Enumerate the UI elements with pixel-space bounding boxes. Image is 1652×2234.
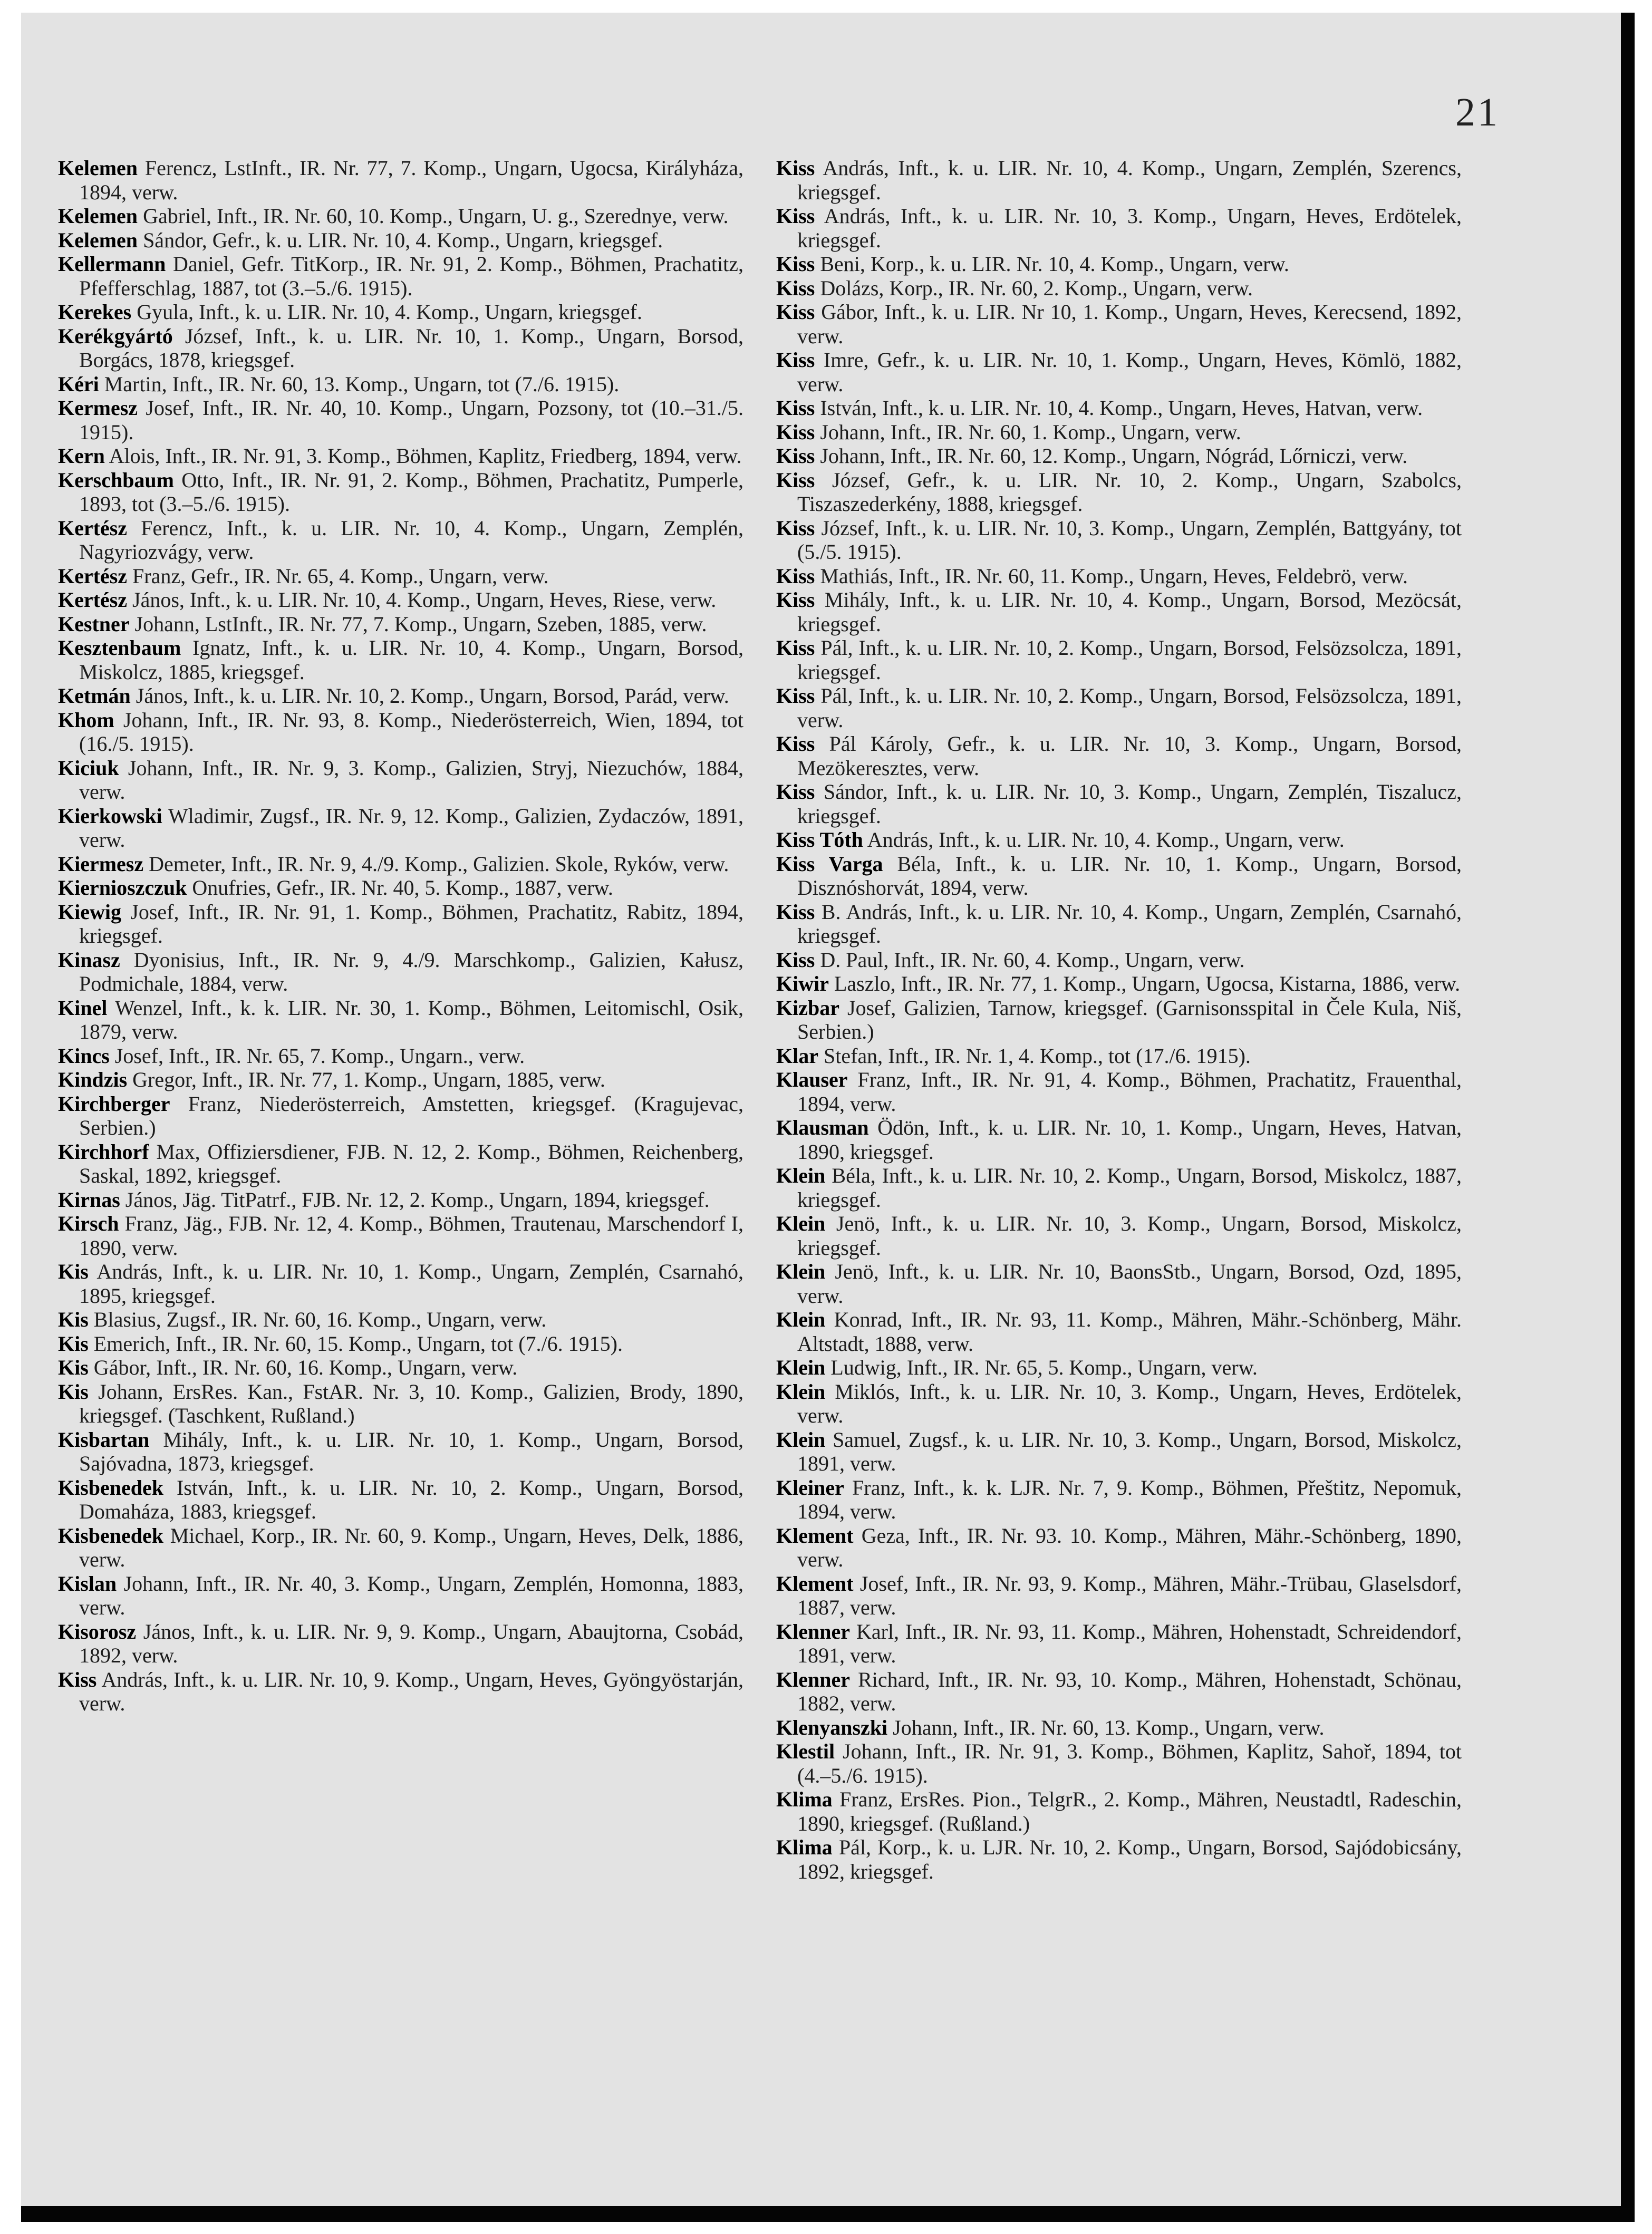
entry-surname: Kertész bbox=[58, 588, 128, 612]
entry-details: Alois, Inft., IR. Nr. 91, 3. Komp., Böhmen, Kaplitz, Friedberg, 1894, verw. bbox=[109, 444, 742, 468]
casualty-entry bbox=[776, 996, 1462, 1044]
entry-details: Otto, Inft., IR. Nr. 91, 2. Komp., Böhmen, Prachatitz, Pumperle, 1893, tot (3.–5./6. 1915). bbox=[79, 468, 744, 516]
scanned-page bbox=[21, 13, 1635, 2222]
entry-surname: Klenyanszki bbox=[776, 1715, 888, 1739]
entry-details: Onufries, Gefr., IR. Nr. 40, 5. Komp., 1887, verw. bbox=[192, 876, 613, 900]
entry-details: Max, Offiziersdiener, FJB. N. 12, 2. Komp., Böhmen, Reichenberg, Saskal, 1892, kriegsgef. bbox=[79, 1139, 743, 1187]
entry-surname: Klima bbox=[776, 1787, 833, 1811]
entry-surname: Kis bbox=[58, 1260, 89, 1283]
casualty-entry bbox=[58, 444, 743, 468]
left-column bbox=[58, 156, 743, 1716]
entry-details: Ignatz, Inft., k. u. LIR. Nr. 10, 4. Komp., Ungarn, Borsod, Miskolcz, 1885, kriegsgef. bbox=[79, 636, 744, 684]
entry-surname: Kierkowski bbox=[58, 804, 162, 828]
casualty-entry bbox=[58, 1620, 743, 1668]
casualty-entry bbox=[776, 588, 1462, 636]
entry-surname: Klenner bbox=[776, 1667, 850, 1691]
casualty-entry bbox=[776, 348, 1462, 396]
casualty-entry bbox=[58, 372, 743, 396]
entry-surname: Kelemen bbox=[58, 228, 138, 252]
entry-surname: Klein bbox=[776, 1379, 826, 1404]
casualty-entry bbox=[58, 1380, 743, 1428]
casualty-entry bbox=[776, 276, 1462, 301]
entry-details: Johann, Inft., IR. Nr. 60, 12. Komp., Ungarn, Nógrád, Lőrniczi, verw. bbox=[820, 444, 1408, 468]
casualty-entry bbox=[58, 468, 743, 516]
entry-surname: Klein bbox=[776, 1212, 826, 1235]
casualty-entry bbox=[58, 900, 743, 948]
entry-surname: Kiss bbox=[776, 516, 815, 540]
entry-surname: Kiss bbox=[776, 947, 815, 972]
entry-details: Dolázs, Korp., IR. Nr. 60, 2. Komp., Ungarn, verw. bbox=[820, 276, 1253, 300]
casualty-entry bbox=[776, 1308, 1462, 1356]
entry-surname: Klein bbox=[776, 1427, 826, 1452]
entry-details: Martin, Inft., IR. Nr. 60, 13. Komp., Ungarn, tot (7./6. 1915). bbox=[104, 372, 620, 396]
casualty-entry bbox=[776, 1260, 1462, 1308]
entry-details: Jenö, Inft., k. u. LIR. Nr. 10, 3. Komp., Ungarn, Borsod, Miskolcz, kriegsgef. bbox=[797, 1212, 1462, 1260]
entry-surname: Klima bbox=[776, 1835, 833, 1859]
entry-details: Josef, Inft., IR. Nr. 91, 1. Komp., Böhmen, Prachatitz, Rabitz, 1894, kriegsgef. bbox=[79, 900, 744, 947]
casualty-entry bbox=[58, 852, 743, 876]
entry-details: Sándor, Gefr., k. u. LIR. Nr. 10, 4. Komp., Ungarn, kriegsgef. bbox=[143, 228, 663, 252]
entry-surname: Klenner bbox=[776, 1619, 850, 1643]
entry-details: Emerich, Inft., IR. Nr. 60, 15. Komp., Ungarn, tot (7./6. 1915). bbox=[93, 1331, 623, 1356]
casualty-entry bbox=[776, 1739, 1462, 1787]
entry-surname: Kiss bbox=[776, 276, 815, 300]
casualty-entry bbox=[58, 1068, 743, 1092]
entry-surname: Kerékgyártó bbox=[58, 324, 173, 348]
casualty-entry bbox=[776, 444, 1462, 468]
casualty-entry bbox=[58, 612, 743, 636]
entry-surname: Klauser bbox=[776, 1068, 848, 1091]
entry-surname: Klein bbox=[776, 1356, 826, 1379]
casualty-entry bbox=[776, 1380, 1462, 1428]
entry-surname: Kiss bbox=[776, 900, 815, 924]
entry-surname: Kiss bbox=[776, 468, 815, 492]
entry-surname: Kelemen bbox=[58, 156, 138, 180]
entry-surname: Kiernioszczuk bbox=[58, 876, 187, 900]
entry-surname: Kiss bbox=[776, 204, 815, 228]
entry-details: Mihály, Inft., k. u. LIR. Nr. 10, 4. Komp., Ungarn, Borsod, Mezöcsát, kriegsgef. bbox=[797, 588, 1462, 636]
entry-surname: Kisbartan bbox=[58, 1427, 150, 1452]
entry-surname: Kertész bbox=[58, 564, 128, 588]
entry-surname: Kiss bbox=[776, 564, 815, 588]
right-column bbox=[776, 156, 1462, 1883]
casualty-entry bbox=[58, 588, 743, 612]
entry-surname: Klein bbox=[776, 1308, 826, 1331]
casualty-entry bbox=[776, 636, 1462, 684]
entry-details: Gyula, Inft., k. u. LIR. Nr. 10, 4. Komp., Ungarn, kriegsgef. bbox=[137, 300, 642, 324]
entry-surname: Kiss bbox=[776, 444, 815, 468]
entry-surname: Kiss bbox=[776, 300, 815, 324]
entry-details: Sándor, Inft., k. u. LIR. Nr. 10, 3. Komp., Ungarn, Zemplén, Tiszalucz, kriegsgef. bbox=[797, 780, 1462, 828]
entry-details: János, Jäg. TitPatrf., FJB. Nr. 12, 2. Komp., Ungarn, 1894, kriegsgef. bbox=[125, 1187, 710, 1212]
entry-details: Daniel, Gefr. TitKorp., IR. Nr. 91, 2. Komp., Böhmen, Prachatitz, Pfefferschlag, 1887, tot (3.–5./6. 1915). bbox=[79, 252, 744, 300]
entry-details: Johann, Inft., IR. Nr. 40, 3. Komp., Ungarn, Zemplén, Homonna, 1883, verw. bbox=[79, 1571, 743, 1619]
entry-details: Béla, Inft., k. u. LIR. Nr. 10, 2. Komp., Ungarn, Borsod, Miskolcz, 1887, kriegsgef. bbox=[797, 1164, 1462, 1212]
casualty-entry bbox=[776, 780, 1462, 828]
entry-details: Dyonisius, Inft., IR. Nr. 9, 4./9. Marschkomp., Galizien, Kałusz, Podmichale, 1884, verw. bbox=[79, 947, 744, 995]
casualty-entry bbox=[58, 324, 743, 372]
entry-details: Franz, ErsRes. Pion., TelgrR., 2. Komp., Mähren, Neustadtl, Radeschin, 1890, kriegsgef. (Rußland.) bbox=[797, 1787, 1462, 1835]
casualty-entry bbox=[58, 1668, 743, 1716]
entry-surname: Klar bbox=[776, 1043, 818, 1068]
casualty-entry bbox=[58, 564, 743, 588]
entry-details: Johann, Inft., IR. Nr. 93, 8. Komp., Niederösterreich, Wien, 1894, tot (16./5. 1915). bbox=[79, 708, 744, 756]
entry-surname: Kestner bbox=[58, 612, 130, 636]
entry-details: András, Inft., k. u. LIR. Nr. 10, 9. Komp., Ungarn, Heves, Gyöngyöstarján, verw. bbox=[79, 1667, 743, 1715]
entry-surname: Kertész bbox=[58, 516, 128, 540]
entry-surname: Kiermesz bbox=[58, 852, 144, 876]
casualty-entry bbox=[58, 204, 743, 228]
entry-details: Geza, Inft., IR. Nr. 93. 10. Komp., Mähren, Mähr.-Schönberg, 1890, verw. bbox=[797, 1523, 1462, 1571]
entry-details: József, Inft., k. u. LIR. Nr. 10, 1. Komp., Ungarn, Borsod, Borgács, 1878, kriegsgef. bbox=[79, 324, 743, 372]
entry-details: Stefan, Inft., IR. Nr. 1, 4. Komp., tot (17./6. 1915). bbox=[823, 1043, 1251, 1068]
entry-surname: Kleiner bbox=[776, 1475, 844, 1500]
entry-surname: Kisorosz bbox=[58, 1619, 137, 1643]
entry-details: Jenö, Inft., k. u. LIR. Nr. 10, BaonsStb., Ungarn, Borsod, Ozd, 1895, verw. bbox=[797, 1260, 1462, 1308]
casualty-entry bbox=[58, 948, 743, 996]
entry-surname: Klein bbox=[776, 1260, 826, 1283]
entry-details: Samuel, Zugsf., k. u. LIR. Nr. 10, 3. Komp., Ungarn, Borsod, Miskolcz, 1891, verw. bbox=[797, 1427, 1462, 1475]
entry-details: Gabriel, Inft., IR. Nr. 60, 10. Komp., Ungarn, U. g., Szerednye, verw. bbox=[143, 204, 729, 228]
entry-details: János, Inft., k. u. LIR. Nr. 10, 4. Komp., Ungarn, Heves, Riese, verw. bbox=[132, 588, 717, 612]
casualty-entry bbox=[776, 684, 1462, 732]
casualty-entry bbox=[58, 1260, 743, 1308]
casualty-entry bbox=[58, 1428, 743, 1476]
entry-surname: Klement bbox=[776, 1571, 854, 1595]
casualty-entry bbox=[776, 1668, 1462, 1716]
entry-surname: Klein bbox=[776, 1164, 826, 1187]
casualty-entry bbox=[58, 1092, 743, 1140]
entry-details: Franz, Inft., k. k. LJR. Nr. 7, 9. Komp., Böhmen, Přeštitz, Nepomuk, 1894, verw. bbox=[797, 1475, 1462, 1523]
casualty-entry bbox=[776, 1476, 1462, 1524]
entry-details: Franz, Niederösterreich, Amstetten, kriegsgef. (Kragujevac, Serbien.) bbox=[79, 1091, 743, 1139]
entry-surname: Kiss bbox=[776, 252, 815, 276]
entry-surname: Kirchhorf bbox=[58, 1139, 149, 1164]
casualty-entry bbox=[776, 516, 1462, 564]
entry-surname: Kinasz bbox=[58, 947, 120, 972]
entry-details: Laszlo, Inft., IR. Nr. 77, 1. Komp., Ungarn, Ugocsa, Kistarna, 1886, verw. bbox=[834, 972, 1461, 995]
entry-surname: Kellermann bbox=[58, 252, 166, 276]
entry-surname: Kislan bbox=[58, 1571, 117, 1595]
casualty-entry bbox=[58, 252, 743, 300]
entry-surname: Klausman bbox=[776, 1116, 869, 1139]
casualty-entry bbox=[58, 1332, 743, 1356]
entry-surname: Kiss bbox=[776, 156, 815, 180]
casualty-entry bbox=[58, 636, 743, 684]
entry-surname: Kiewig bbox=[58, 900, 121, 924]
entry-details: Gábor, Inft., IR. Nr. 60, 16. Komp., Ungarn, verw. bbox=[93, 1356, 518, 1379]
casualty-entry bbox=[776, 852, 1462, 900]
entry-details: Josef, Inft., IR. Nr. 65, 7. Komp., Ungarn., verw. bbox=[114, 1043, 525, 1068]
entry-surname: Kiss bbox=[776, 420, 815, 444]
entry-surname: Klestil bbox=[776, 1739, 835, 1763]
entry-details: István, Inft., k. u. LIR. Nr. 10, 4. Komp., Ungarn, Heves, Hatvan, verw. bbox=[820, 396, 1423, 420]
casualty-entry bbox=[58, 876, 743, 900]
entry-surname: Kisbenedek bbox=[58, 1475, 164, 1500]
entry-surname: Kerekes bbox=[58, 300, 132, 324]
entry-surname: Kelemen bbox=[58, 204, 138, 228]
entry-surname: Kiss Tóth bbox=[776, 828, 863, 852]
entry-details: Johann, Inft., IR. Nr. 9, 3. Komp., Galizien, Stryj, Niezuchów, 1884, verw. bbox=[79, 756, 744, 804]
entry-surname: Ketmán bbox=[58, 684, 131, 708]
entry-surname: Kirsch bbox=[58, 1212, 119, 1235]
entry-details: Mathiás, Inft., IR. Nr. 60, 11. Komp., Ungarn, Heves, Feldebrö, verw. bbox=[820, 564, 1408, 588]
casualty-entry bbox=[58, 1188, 743, 1212]
entry-surname: Kiwir bbox=[776, 972, 829, 995]
entry-details: Karl, Inft., IR. Nr. 93, 11. Komp., Mähren, Hohenstadt, Schreidendorf, 1891, verw. bbox=[797, 1619, 1462, 1667]
entry-surname: Kis bbox=[58, 1356, 89, 1379]
entry-details: Beni, Korp., k. u. LIR. Nr. 10, 4. Komp., Ungarn, verw. bbox=[820, 252, 1289, 276]
entry-details: Johann, ErsRes. Kan., FstAR. Nr. 3, 10. Komp., Galizien, Brody, 1890, kriegsgef. (Taschkent, Rußland.) bbox=[79, 1379, 743, 1427]
casualty-entry bbox=[776, 1068, 1462, 1116]
entry-details: Johann, Inft., IR. Nr. 91, 3. Komp., Böhmen, Kaplitz, Sahoř, 1894, tot (4.–5./6. 1915). bbox=[797, 1739, 1462, 1787]
entry-details: Demeter, Inft., IR. Nr. 9, 4./9. Komp., Galizien. Skole, Ryków, verw. bbox=[149, 852, 729, 876]
entry-details: Pál, Inft., k. u. LIR. Nr. 10, 2. Komp., Ungarn, Borsod, Felsözsolcza, 1891, kriegsgef. bbox=[797, 636, 1462, 684]
entry-details: András, Inft., k. u. LIR. Nr. 10, 4. Komp., Ungarn, verw. bbox=[867, 828, 1345, 852]
entry-details: Josef, Inft., IR. Nr. 93, 9. Komp., Mähren, Mähr.-Trübau, Glaselsdorf, 1887, verw. bbox=[797, 1571, 1462, 1619]
entry-surname: Kizbar bbox=[776, 995, 839, 1020]
entry-surname: Kiss bbox=[776, 588, 815, 612]
casualty-entry bbox=[58, 156, 743, 204]
casualty-entry bbox=[58, 1476, 743, 1524]
casualty-entry bbox=[58, 1572, 743, 1620]
casualty-entry bbox=[776, 1428, 1462, 1476]
casualty-entry bbox=[776, 732, 1462, 780]
entry-details: Josef, Galizien, Tarnow, kriegsgef. (Garnisonsspital in Čele Kula, Niš, Serbien.) bbox=[797, 995, 1462, 1043]
entry-surname: Kiss bbox=[776, 684, 815, 708]
entry-details: Wenzel, Inft., k. k. LIR. Nr. 30, 1. Komp., Böhmen, Leitomischl, Osik, 1879, verw. bbox=[79, 995, 743, 1043]
entry-surname: Kiss Varga bbox=[776, 852, 883, 876]
casualty-entry bbox=[58, 804, 743, 852]
entry-surname: Kiss bbox=[58, 1667, 97, 1691]
casualty-entry bbox=[776, 396, 1462, 420]
entry-surname: Kesztenbaum bbox=[58, 636, 181, 660]
page-number: 21 bbox=[1455, 90, 1500, 134]
casualty-entry bbox=[776, 1716, 1462, 1740]
entry-details: Franz, Jäg., FJB. Nr. 12, 4. Komp., Böhmen, Trautenau, Marschendorf I, 1890, verw. bbox=[79, 1212, 744, 1260]
entry-details: József, Gefr., k. u. LIR. Nr. 10, 2. Komp., Ungarn, Szabolcs, Tiszaszederkény, 1888, kriegsgef. bbox=[797, 468, 1462, 516]
entry-details: Franz, Gefr., IR. Nr. 65, 4. Komp., Ungarn, verw. bbox=[132, 564, 549, 588]
entry-surname: Kerschbaum bbox=[58, 468, 174, 492]
entry-details: Johann, LstInft., IR. Nr. 77, 7. Komp., Ungarn, Szeben, 1885, verw. bbox=[134, 612, 707, 636]
entry-surname: Kis bbox=[58, 1331, 89, 1356]
casualty-entry bbox=[776, 156, 1462, 204]
casualty-entry bbox=[776, 204, 1462, 252]
entry-details: Michael, Korp., IR. Nr. 60, 9. Komp., Ungarn, Heves, Delk, 1886, verw. bbox=[79, 1523, 744, 1571]
casualty-entry bbox=[58, 1044, 743, 1068]
casualty-entry bbox=[776, 468, 1462, 516]
entry-details: Johann, Inft., IR. Nr. 60, 13. Komp., Ungarn, verw. bbox=[893, 1715, 1325, 1739]
casualty-entry bbox=[776, 1116, 1462, 1164]
entry-surname: Kiss bbox=[776, 732, 815, 756]
entry-details: János, Inft., k. u. LIR. Nr. 10, 2. Komp., Ungarn, Borsod, Parád, verw. bbox=[136, 684, 729, 708]
entry-details: Ludwig, Inft., IR. Nr. 65, 5. Komp., Ungarn, verw. bbox=[830, 1356, 1258, 1379]
entry-surname: Kiss bbox=[776, 636, 815, 660]
casualty-entry bbox=[776, 1044, 1462, 1068]
entry-details: Gregor, Inft., IR. Nr. 77, 1. Komp., Ungarn, 1885, verw. bbox=[132, 1068, 605, 1091]
entry-details: Johann, Inft., IR. Nr. 60, 1. Komp., Ungarn, verw. bbox=[820, 420, 1241, 444]
entry-surname: Kis bbox=[58, 1308, 89, 1331]
entry-details: István, Inft., k. u. LIR. Nr. 10, 2. Komp., Ungarn, Borsod, Domaháza, 1883, kriegsgef. bbox=[79, 1475, 743, 1523]
entry-details: András, Inft., k. u. LIR. Nr. 10, 4. Komp., Ungarn, Zemplén, Szerencs, kriegsgef. bbox=[797, 156, 1462, 204]
casualty-entry bbox=[58, 1140, 743, 1188]
casualty-entry bbox=[58, 396, 743, 444]
entry-details: Pál, Korp., k. u. LJR. Nr. 10, 2. Komp., Ungarn, Borsod, Sajódobicsány, 1892, kriegsgef. bbox=[797, 1835, 1462, 1883]
entry-details: Pál Károly, Gefr., k. u. LIR. Nr. 10, 3. Komp., Ungarn, Borsod, Mezökeresztes, verw. bbox=[797, 732, 1462, 780]
entry-surname: Khom bbox=[58, 708, 114, 732]
casualty-entry bbox=[58, 684, 743, 708]
entry-surname: Kincs bbox=[58, 1043, 110, 1068]
entry-surname: Kindzis bbox=[58, 1068, 128, 1091]
casualty-entry bbox=[58, 1356, 743, 1380]
entry-details: Franz, Inft., IR. Nr. 91, 4. Komp., Böhmen, Prachatitz, Frauenthal, 1894, verw. bbox=[797, 1068, 1462, 1116]
casualty-entry bbox=[776, 1356, 1462, 1380]
casualty-entry bbox=[58, 228, 743, 253]
casualty-entry bbox=[776, 252, 1462, 276]
casualty-entry bbox=[58, 516, 743, 564]
entry-details: József, Inft., k. u. LIR. Nr. 10, 3. Komp., Ungarn, Zemplén, Battgyány, tot (5./5. 1915). bbox=[797, 516, 1462, 564]
casualty-entry bbox=[58, 1212, 743, 1260]
casualty-entry bbox=[58, 708, 743, 756]
entry-details: Pál, Inft., k. u. LIR. Nr. 10, 2. Komp., Ungarn, Borsod, Felsözsolcza, 1891, verw. bbox=[797, 684, 1462, 732]
entry-surname: Kiciuk bbox=[58, 756, 119, 780]
entry-details: D. Paul, Inft., IR. Nr. 60, 4. Komp., Ungarn, verw. bbox=[820, 947, 1245, 972]
entry-details: Miklós, Inft., k. u. LIR. Nr. 10, 3. Komp., Ungarn, Heves, Erdötelek, verw. bbox=[797, 1379, 1462, 1427]
entry-surname: Klement bbox=[776, 1523, 854, 1548]
casualty-entry bbox=[776, 1620, 1462, 1668]
entry-surname: Kiss bbox=[776, 396, 815, 420]
entry-details: Blasius, Zugsf., IR. Nr. 60, 16. Komp., Ungarn, verw. bbox=[93, 1308, 547, 1331]
entry-surname: Kinel bbox=[58, 995, 108, 1020]
entry-surname: Kiss bbox=[776, 780, 815, 804]
entry-details: Konrad, Inft., IR. Nr. 93, 11. Komp., Mähren, Mähr.-Schönberg, Mähr. Altstadt, 1888, verw. bbox=[797, 1308, 1462, 1356]
entry-details: Wladimir, Zugsf., IR. Nr. 9, 12. Komp., Galizien, Zydaczów, 1891, verw. bbox=[79, 804, 743, 852]
entry-details: Josef, Inft., IR. Nr. 40, 10. Komp., Ungarn, Pozsony, tot (10.–31./5. 1915). bbox=[79, 396, 743, 444]
casualty-entry bbox=[776, 564, 1462, 588]
casualty-entry bbox=[776, 1212, 1462, 1260]
casualty-entry bbox=[58, 996, 743, 1044]
entry-surname: Kéri bbox=[58, 372, 99, 396]
casualty-entry bbox=[776, 900, 1462, 948]
entry-details: Imre, Gefr., k. u. LIR. Nr. 10, 1. Komp., Ungarn, Heves, Kömlö, 1882, verw. bbox=[797, 348, 1462, 396]
entry-details: Gábor, Inft., k. u. LIR. Nr 10, 1. Komp., Ungarn, Heves, Kerecsend, 1892, verw. bbox=[797, 300, 1462, 348]
casualty-entry bbox=[776, 1572, 1462, 1620]
casualty-entry bbox=[776, 1164, 1462, 1212]
entry-details: Ferencz, Inft., k. u. LIR. Nr. 10, 4. Komp., Ungarn, Zemplén, Nagyriozvágy, verw. bbox=[79, 516, 744, 564]
entry-details: András, Inft., k. u. LIR. Nr. 10, 1. Komp., Ungarn, Zemplén, Csarnahó, 1895, kriegsgef. bbox=[79, 1260, 744, 1308]
casualty-entry bbox=[776, 420, 1462, 444]
entry-details: János, Inft., k. u. LIR. Nr. 9, 9. Komp., Ungarn, Abaujtorna, Csobád, 1892, verw. bbox=[79, 1619, 743, 1667]
entry-surname: Kisbenedek bbox=[58, 1523, 164, 1548]
entry-details: Mihály, Inft., k. u. LIR. Nr. 10, 1. Komp., Ungarn, Borsod, Sajóvadna, 1873, kriegsgef. bbox=[79, 1427, 743, 1475]
entry-surname: Kiss bbox=[776, 348, 815, 372]
entry-details: Béla, Inft., k. u. LIR. Nr. 10, 1. Komp., Ungarn, Borsod, Disznóshorvát, 1894, verw. bbox=[797, 852, 1462, 900]
entry-details: András, Inft., k. u. LIR. Nr. 10, 3. Komp., Ungarn, Heves, Erdötelek, kriegsgef. bbox=[797, 204, 1462, 252]
entry-surname: Kermesz bbox=[58, 396, 138, 420]
entry-surname: Kern bbox=[58, 444, 105, 468]
casualty-entry bbox=[776, 948, 1462, 972]
entry-details: Ferencz, LstInft., IR. Nr. 77, 7. Komp., Ungarn, Ugocsa, Királyháza, 1894, verw. bbox=[79, 156, 743, 204]
casualty-entry bbox=[776, 972, 1462, 996]
casualty-entry bbox=[58, 1308, 743, 1332]
entry-details: Richard, Inft., IR. Nr. 93, 10. Komp., Mähren, Hohenstadt, Schönau, 1882, verw. bbox=[797, 1667, 1462, 1715]
casualty-entry bbox=[776, 300, 1462, 348]
casualty-entry bbox=[776, 1524, 1462, 1572]
casualty-entry bbox=[776, 828, 1462, 852]
entry-details: Ödön, Inft., k. u. LIR. Nr. 10, 1. Komp., Ungarn, Heves, Hatvan, 1890, kriegsgef. bbox=[797, 1116, 1462, 1164]
casualty-entry bbox=[776, 1787, 1462, 1835]
casualty-entry bbox=[58, 1524, 743, 1572]
casualty-entry bbox=[58, 756, 743, 804]
entry-surname: Kirchberger bbox=[58, 1091, 170, 1116]
entry-details: B. András, Inft., k. u. LIR. Nr. 10, 4. Komp., Ungarn, Zemplén, Csarnahó, kriegsgef. bbox=[797, 900, 1462, 947]
entry-surname: Kirnas bbox=[58, 1187, 120, 1212]
casualty-entry bbox=[776, 1835, 1462, 1883]
casualty-entry bbox=[58, 300, 743, 324]
entry-surname: Kis bbox=[58, 1379, 89, 1404]
